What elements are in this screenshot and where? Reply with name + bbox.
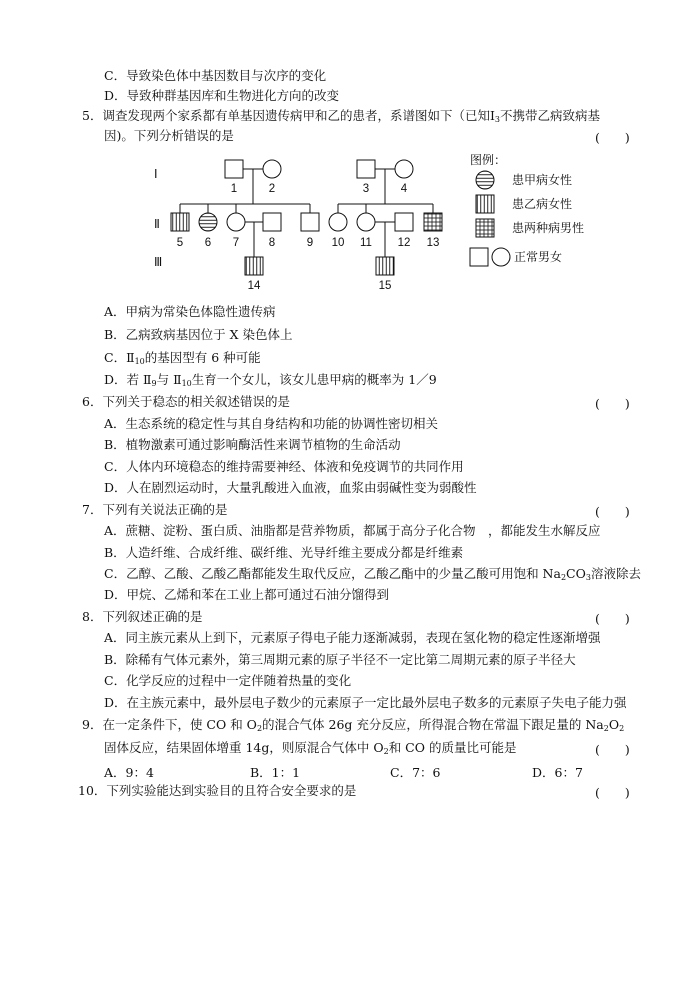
pedigree-number-6: 6: [204, 237, 212, 249]
pedigree-individual-15: [376, 257, 394, 275]
q8-option-b: B．除稀有气体元素外，第三周期元素的原子半径不一定比第二周期元素的原子半径大: [104, 652, 576, 667]
q8-option-d: D．在主族元素中，最外层电子数少的元素原子一定比最外层电子数多的元素原子失电子能力强: [104, 695, 627, 710]
q10-stem: 10．下列实验能达到实验目的且符合安全要求的是: [78, 783, 357, 798]
q9-answer-paren: ( ): [595, 742, 630, 757]
q5-option-c: C．$Ⅱ_{10}$的基因型有 6 种可能: [104, 350, 261, 366]
pedigree-individual-14: [245, 257, 263, 275]
q9-stem-line1: 9．在一定条件下，使 CO 和 $O_2$的混合气体 26g 充分反应，所得混合物在常温下跟足量的 $Na_2O_2$: [82, 717, 625, 733]
pedigree-diagram: [150, 152, 610, 297]
pedigree-individual-1: [225, 160, 243, 178]
gen-label-1: Ⅰ: [154, 167, 158, 181]
pedigree-number-2: 2: [268, 183, 276, 195]
gen-label-3: Ⅲ: [154, 255, 163, 269]
pedigree-number-15: 15: [378, 280, 392, 292]
pedigree-individual-12: [395, 213, 413, 231]
q8-option-c: C．化学反应的过程中一定伴随着热量的变化: [104, 673, 352, 688]
pedigree-individual-6: [199, 213, 217, 231]
legend-symbol-disease-b-female: [476, 195, 494, 213]
q5-stem-line1: 5．调查发现两个家系都有单基因遗传病甲和乙的患者，系谱图如下（已知$I_3$不携带乙病致病基: [82, 108, 601, 124]
legend-symbol-both-male: [476, 219, 494, 237]
pedigree-number-4: 4: [400, 183, 408, 195]
q7-option-c: C．乙醇、乙酸、乙酸乙酯都能发生取代反应，乙酸乙酯中的少量乙酸可用饱和 $Na_2CO_3$溶液除去: [104, 566, 641, 582]
pedigree-number-9: 9: [306, 237, 314, 249]
q7-answer-paren: ( ): [595, 504, 630, 519]
pedigree-legend: [470, 152, 584, 266]
pedigree-number-1: 1: [230, 183, 238, 195]
q7-option-d: D．甲烷、乙烯和苯在工业上都可通过石油分馏得到: [104, 587, 390, 602]
pedigree-number-12: 12: [397, 237, 411, 249]
q6-option-c: C．人体内环境稳态的维持需要神经、体液和免疫调节的共同作用: [104, 459, 464, 474]
q6-option-d: D．人在剧烈运动时，大量乳酸进入血液，血浆由弱碱性变为弱酸性: [104, 480, 477, 495]
q5-number: 5．: [82, 108, 103, 123]
q5-stem-line2: 因)。下列分析错误的是: [104, 128, 234, 143]
pedigree-individual-5: [171, 213, 189, 231]
q7-stem: 7．下列有关说法正确的是: [82, 502, 228, 517]
legend-symbol-disease-a-female: [476, 171, 494, 189]
pedigree-individual-8: [263, 213, 281, 231]
q7-option-b: B．人造纤维、合成纤维、碳纤维、光导纤维主要成分都是纤维素: [104, 545, 464, 560]
pedigree-individual-2: [263, 160, 281, 178]
q8-option-a: A．同主族元素从上到下，元素原子得电子能力逐渐减弱，表现在氢化物的稳定性逐渐增强: [104, 630, 601, 645]
pedigree-individual-13: [424, 213, 442, 231]
legend-symbol-normal-male: [470, 248, 488, 266]
q8-stem: 8．下列叙述正确的是: [82, 609, 203, 624]
legend-label-disease-b-female: 患乙病女性: [512, 197, 573, 211]
pedigree-number-10: 10: [331, 237, 345, 249]
q9-choice-c: C．7：6: [390, 765, 441, 780]
q5-option-d: D．若 $Ⅱ_9$与 $Ⅱ_{10}$生育一个女儿，该女儿患甲病的概率为 1／9: [104, 372, 437, 388]
gen-label-2: Ⅱ: [154, 217, 160, 231]
legend-label-both-male: 患两种病男性: [512, 221, 585, 235]
pedigree-number-8: 8: [268, 237, 276, 249]
q5-option-b: B．乙病致病基因位于 X 染色体上: [104, 327, 293, 342]
legend-label-normal: 正常男女: [514, 250, 563, 264]
pedigree-number-5: 5: [176, 237, 184, 249]
pedigree-individual-9: [301, 213, 319, 231]
pedigree-individual-11: [357, 213, 375, 231]
legend-title: 图例：: [470, 153, 507, 167]
legend-label-disease-a-female: 患甲病女性: [512, 173, 573, 187]
q9-choice-d: D．6：7: [532, 765, 583, 780]
legend-symbol-normal-female: [492, 248, 510, 266]
q8-answer-paren: ( ): [595, 611, 630, 626]
q5-answer-paren: ( ): [595, 130, 630, 145]
q9-choice-b: B．1：1: [250, 765, 301, 780]
q6-answer-paren: ( ): [595, 396, 630, 411]
pedigree-number-3: 3: [362, 183, 370, 195]
q6-stem: 6．下列关于稳态的相关叙述错误的是: [82, 394, 290, 409]
pedigree-number-7: 7: [232, 237, 240, 249]
pedigree-number-13: 13: [426, 237, 440, 249]
pedigree-individual-3: [357, 160, 375, 178]
pedigree-individual-4: [395, 160, 413, 178]
pedigree-number-14: 14: [247, 280, 261, 292]
q9-stem-line2: 固体反应，结果固体增重 14g，则原混合气体中 $O_2$和 CO 的质量比可能是: [104, 740, 517, 756]
q6-option-b: B．植物激素可通过影响酶活性来调节植物的生命活动: [104, 437, 401, 452]
q6-option-a: A．生态系统的稳定性与其自身结构和功能的协调性密切相关: [104, 416, 439, 431]
q7-option-a: A．蔗糖、淀粉、蛋白质、油脂都是营养物质，都属于高分子化合物 ，都能发生水解反应: [104, 523, 601, 538]
q10-answer-paren: ( ): [595, 785, 630, 800]
pedigree-individual-10: [329, 213, 347, 231]
q4-option-c: C．导致染色体中基因数目与次序的变化: [104, 68, 327, 83]
q5-option-a: A．甲病为常染色体隐性遗传病: [104, 304, 276, 319]
pedigree-number-11: 11: [360, 237, 372, 249]
q4-option-d: D．导致种群基因库和生物进化方向的改变: [104, 88, 340, 103]
q9-choice-a: A．9：4: [104, 765, 154, 780]
pedigree-individual-7: [227, 213, 245, 231]
